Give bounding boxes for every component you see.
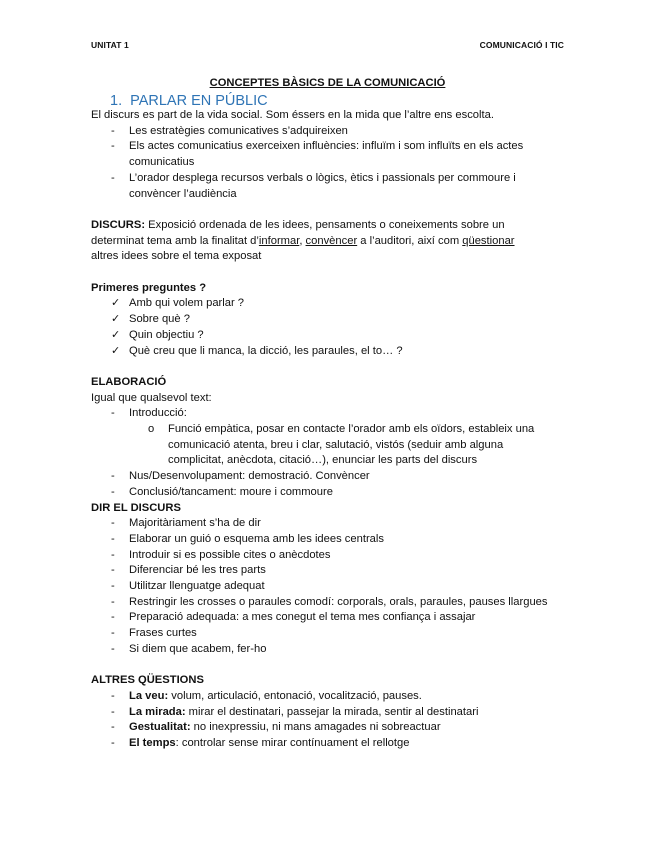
list-item: - Les estratègies comunicatives s’adquireixen [91,124,571,140]
discurs-definition-line: determinat tema amb la finalitat d’informar, convèncer a l’auditori, així com qüestionar [91,234,515,247]
checklist-item: ✓ Quin objectiu ? [91,328,571,344]
dash-marker: - [111,564,115,577]
list-item: - Frases curtes [91,626,571,642]
elaboracio-heading: ELABORACIÓ [91,375,167,388]
dash-marker: - [111,705,115,718]
dash-marker: - [111,580,115,593]
sub-list-item-continuation: comunicació atenta, breu i clar, salutació, vistós (seduir amb alguna [168,438,504,451]
list-item: - Utilitzar llenguatge adequat [91,579,571,595]
dash-marker: - [111,124,115,137]
section-number: 1. [110,93,123,109]
list-item: - L’orador desplega recursos verbals o lògics, ètics i passionals per commoure i [91,171,571,187]
discurs-label: DISCURS: [91,218,146,231]
word-informar: informar [258,234,300,247]
dash-marker: - [111,595,115,608]
dash-marker: - [111,407,115,420]
document-body [91,108,571,752]
list-item: - Introducció: [91,406,571,422]
checklist-item: ✓ Sobre què ? [91,312,571,328]
list-item-continuation: convèncer l’audiència [129,187,237,200]
altres-heading: ALTRES QÜESTIONS [91,674,204,687]
elaboracio-intro: Igual que qualsevol text: [91,391,212,404]
dash-marker: - [111,548,115,561]
list-item: - Si diem que acabem, fer-ho [91,642,571,658]
circle-marker: o [148,423,155,436]
list-item: - Restringir les crosses o paraules comodí: corporals, orals, paraules, pauses llargues [91,595,571,611]
sub-list-item: o Funció empàtica, posar en contacte l’orador amb els oïdors, estableix una [91,422,571,438]
discurs-definition-line: altres idees sobre el tema exposat [91,250,262,263]
sub-list-item-continuation: complicitat, anècdota, citació…), enunciar les parts del discurs [168,454,478,467]
list-item: - Elaborar un guió o esquema amb les idees centrals [91,532,571,548]
check-icon: ✓ [111,313,121,326]
checklist-item: ✓ Què creu que li manca, la dicció, les paraules, el to… ? [91,344,571,360]
dash-marker: - [111,737,115,750]
check-icon: ✓ [111,297,121,310]
check-icon: ✓ [111,328,121,341]
dash-marker: - [111,532,115,545]
list-item: - Conclusió/tancament: moure i commoure [91,485,571,501]
header-subject: COMUNICACIÓ I TIC [479,40,564,50]
list-item: - Els actes comunicatius exerceixen influències: influïm i som influïts en els actes [91,139,571,155]
section-heading [110,93,268,109]
dash-marker: - [111,689,115,702]
dash-marker: - [111,627,115,640]
word-questionar: qüestionar [462,234,515,247]
dash-marker: - [111,517,115,530]
dash-marker: - [111,485,115,498]
primeres-heading: Primeres preguntes ? [91,281,207,294]
dash-marker: - [111,721,115,734]
word-convencer: convèncer [305,234,358,247]
dir-heading: DIR EL DISCURS [91,501,181,514]
header-unit: UNITAT 1 [91,40,129,50]
dash-marker: - [111,171,115,184]
list-item: - Preparació adequada: a mes conegut el tema mes confiança i assajar [91,610,571,626]
list-item: - La veu: volum, articulació, entonació, vocalització, pauses. [91,689,571,705]
intro-paragraph: El discurs es part de la vida social. Som éssers en la mida que l’altre ens escolta. [91,109,494,121]
list-item: - Nus/Desenvolupament: demostració. Convèncer [91,469,571,485]
section-title: PARLAR EN PÚBLIC [130,93,268,109]
list-item-continuation: comunicatius [129,156,195,169]
dash-marker: - [111,642,115,655]
list-item: - La mirada: mirar el destinatari, passejar la mirada, sentir al destinatari [91,705,571,721]
check-icon: ✓ [111,344,121,357]
list-item: - Introduir si es possible cites o anècdotes [91,548,571,564]
discurs-definition-line: DISCURS: Exposició ordenada de les idees, pensaments o coneixements sobre un [91,218,505,231]
checklist-item: ✓ Amb qui volem parlar ? [91,296,571,312]
dash-marker: - [111,140,115,153]
list-item: - Gestualitat: no inexpressiu, ni mans amagades ni sobreactuar [91,720,571,736]
list-item: - Diferenciar bé les tres parts [91,563,571,579]
list-item: - El temps: controlar sense mirar contínuament el rellotge [91,736,571,752]
dash-marker: - [111,611,115,624]
list-item: - Majoritàriament s’ha de dir [91,516,571,532]
dash-marker: - [111,470,115,483]
page-title: CONCEPTES BÀSICS DE LA COMUNICACIÓ [209,77,446,89]
